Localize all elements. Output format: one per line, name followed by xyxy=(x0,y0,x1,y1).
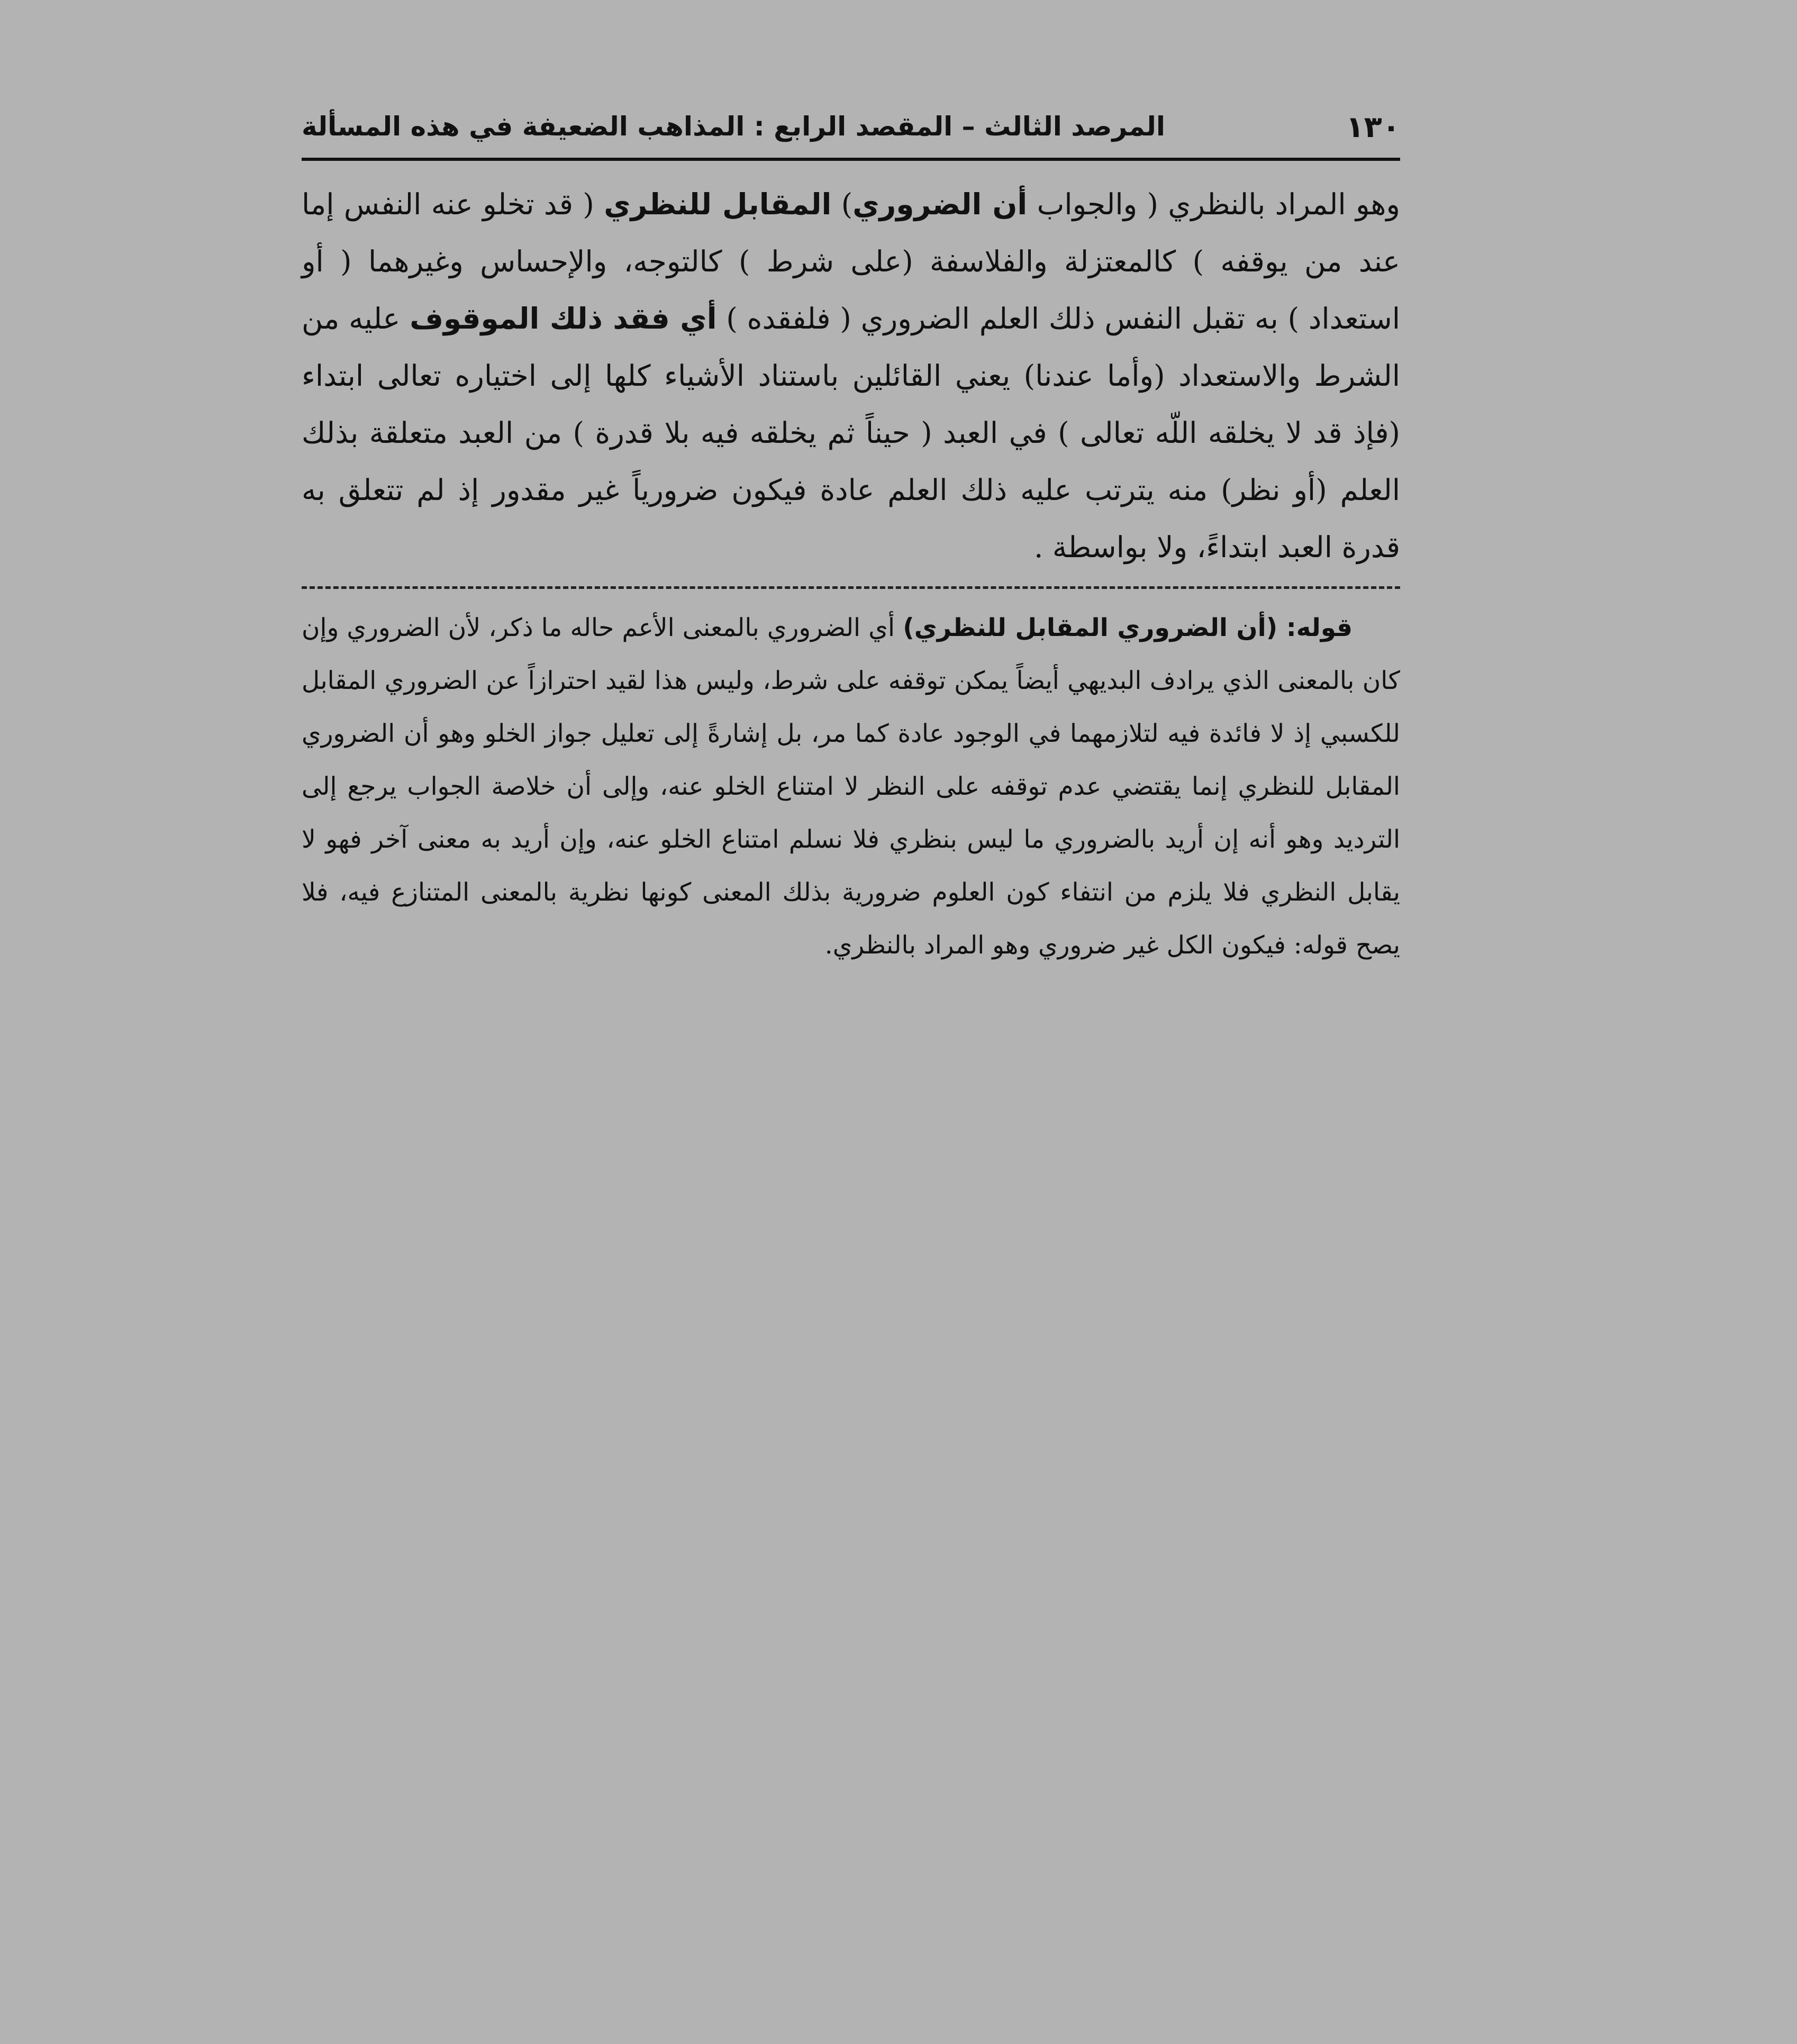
commentary-lead: قوله: xyxy=(1277,613,1353,642)
main-text-segment: ( قد تخلو عنه النفس إما عند من يوقفه ) كالمعتزلة والفلاسفة (على شرط ) كالتوجه، والإحساس وغيرهما ( أو استعداد ) به تقبل النفس ذلك العلم الضروري ( فلفقده ) xyxy=(302,187,1401,335)
running-title: المرصد الثالث – المقصد الرابع : المذاهب الضعيفة في هذه المسألة xyxy=(302,111,1166,142)
main-text-segment: وهو المراد بالنظري ( والجواب xyxy=(1027,187,1400,221)
dashed-separator xyxy=(302,586,1400,589)
page-number: ١٣٠ xyxy=(1346,110,1400,144)
main-text-bold: المقابل للنظري xyxy=(604,187,832,221)
main-text-segment: ) xyxy=(831,187,853,221)
commentary-quote: (أن الضروري المقابل للنظري) xyxy=(903,613,1278,642)
commentary-body: أي الضروري بالمعنى الأعم حاله ما ذكر، لأن الضروري وإن كان بالمعنى الذي يرادف البديهي أيضاً يمكن توقفه على شرط، وليس هذا لقيد احترازاً عن الضروري المقابل للكسبي إذ لا فائدة فيه لتلازمهما في الوجود عادة كما مر، بل إشارةً إلى تعليل جواز الخلو وهو أن الضروري المقابل للنظري إنما يقتضي عدم توقفه على النظر لا امتناع الخلو عنه، وإلى أن خلاصة الجواب يرجع إلى الترديد وهو أنه إن أريد بالضروري ما ليس بنظري فلا نسلم امتناع الخلو عنه، وإن أريد به معنى آخر فهو لا يقابل النظري فلا يلزم من انتفاء كون العلوم ضرورية بذلك المعنى كونها نظرية بالمعنى المتنازع فيه، فلا يصح قوله: فيكون الكل غير ضروري وهو المراد بالنظري. xyxy=(302,613,1400,960)
main-text xyxy=(302,176,1400,576)
main-text-segment: عليه من الشرط والاستعداد (وأما عندنا) يعني القائلين باستناد الأشياء كلها إلى اختياره تعالى ابتداء (فإذ قد لا يخلقه اللّه تعالى ) في العبد ( حيناً ثم يخلقه فيه بلا قدرة ) من العبد متعلقة بذلك العلم (أو نظر) منه يترتب عليه ذلك العلم عادة فيكون ضرورياً غير مقدور إذ لم تتعلق به قدرة العبد ابتداءً، ولا بواسطة . xyxy=(302,302,1400,564)
main-text-bold: أن الضروري xyxy=(852,187,1028,221)
book-page xyxy=(302,101,1400,972)
commentary-text xyxy=(302,602,1400,972)
main-text-bold: أي فقد ذلك الموقوف xyxy=(410,302,717,335)
page-header xyxy=(302,101,1400,161)
